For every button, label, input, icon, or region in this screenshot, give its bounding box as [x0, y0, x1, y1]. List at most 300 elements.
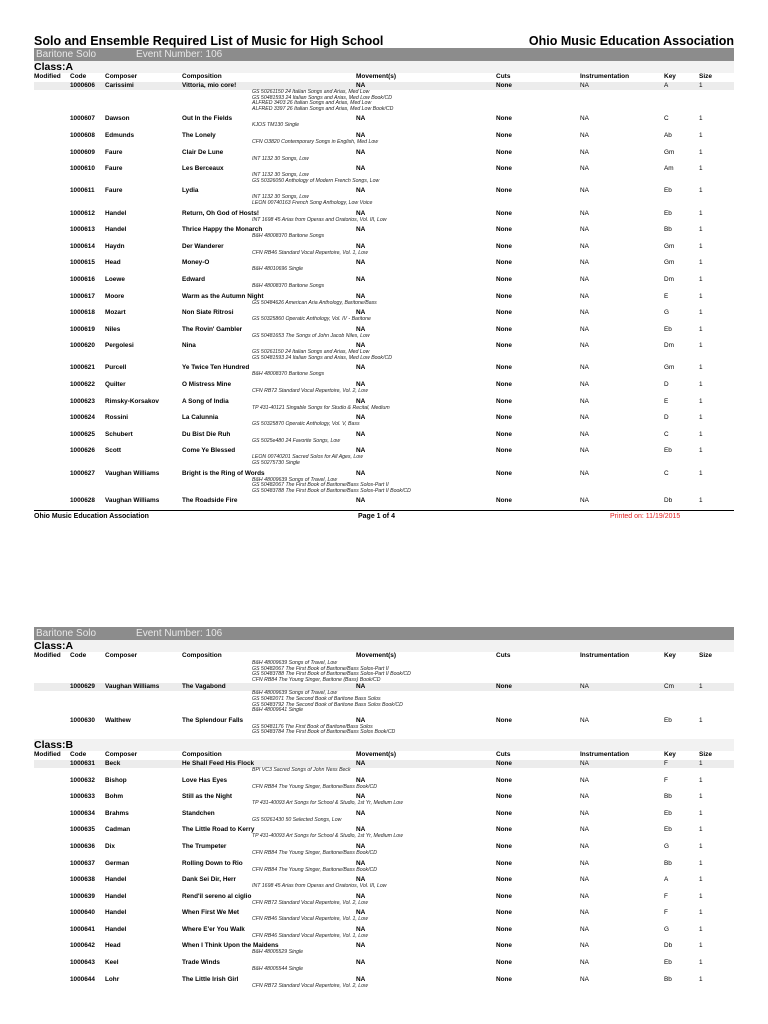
movements-cell: NA	[356, 793, 366, 801]
column-header-cuts: Cuts	[496, 750, 511, 758]
table-row[interactable]	[34, 926, 734, 934]
table-row[interactable]	[34, 149, 734, 157]
composition-cell: When I Think Upon the Maidens	[182, 942, 279, 950]
publisher-entry: CFN RB46 Standard Vocal Repertoire, Vol. 1, Low	[252, 916, 368, 923]
instrumentation-cell: NA	[580, 497, 589, 505]
movements-cell: NA	[356, 275, 366, 283]
movements-cell: NA	[356, 776, 366, 784]
instrumentation-cell: NA	[580, 165, 589, 173]
code-cell: 1000641	[70, 925, 95, 933]
code-cell: 1000627	[70, 469, 95, 477]
column-header-code: Code	[70, 73, 87, 80]
column-header-composition: Composition	[182, 750, 222, 758]
music-entry	[34, 926, 734, 943]
table-row[interactable]	[34, 259, 734, 267]
key-cell: C	[664, 115, 669, 123]
music-entry	[34, 777, 734, 794]
key-cell: A	[664, 82, 669, 89]
movements-cell: NA	[356, 842, 366, 850]
code-cell: 1000629	[70, 683, 95, 691]
composition-cell: La Calunnia	[182, 414, 219, 422]
cuts-cell: None	[496, 165, 512, 173]
movements-cell: NA	[356, 82, 366, 89]
column-header-size: Size	[699, 652, 713, 659]
code-cell: 1000619	[70, 325, 95, 333]
column-header-modified: Modified	[34, 750, 61, 758]
composer-cell: Faure	[105, 187, 123, 195]
size-cell: 1	[699, 259, 703, 267]
publisher-list	[252, 851, 734, 857]
publisher-list	[252, 917, 734, 923]
event-number: Event Number: 106	[136, 49, 223, 60]
code-cell: 1000640	[70, 909, 95, 917]
composition-cell: Still as the Night	[182, 793, 233, 801]
column-header-composition: Composition	[182, 652, 222, 659]
code-cell: 1000625	[70, 430, 95, 438]
music-list	[34, 640, 734, 992]
music-entry	[34, 276, 734, 293]
music-entry	[34, 470, 734, 498]
publisher-list	[252, 439, 734, 445]
movements-cell: NA	[356, 759, 366, 767]
music-entry	[34, 976, 734, 993]
cuts-cell: None	[496, 925, 512, 933]
composer-cell: Head	[105, 259, 121, 267]
movements-cell: NA	[356, 826, 366, 834]
key-cell: C	[664, 430, 669, 438]
table-row[interactable]	[34, 115, 734, 123]
composer-cell: Faure	[105, 165, 123, 173]
key-cell: Db	[664, 942, 673, 950]
instrumentation-cell: NA	[580, 397, 589, 405]
table-row[interactable]	[34, 860, 734, 868]
cuts-cell: None	[496, 226, 512, 234]
music-entry	[34, 760, 734, 777]
publisher-list	[252, 123, 734, 129]
music-entry	[34, 876, 734, 893]
code-cell: 1000606	[70, 82, 95, 89]
cuts-cell: None	[496, 364, 512, 372]
publisher-entry: GS 50482067 The First Book of Baritone/Bass Solos-Part II	[252, 482, 389, 489]
composition-cell: Ye Twice Ten Hundred	[182, 364, 250, 372]
composition-cell: Out In the Fields	[182, 115, 233, 123]
key-cell: Dm	[664, 275, 674, 283]
publisher-entry: INT 1698 45 Arias from Operas and Oratorios, Vol. III, Low	[252, 216, 387, 223]
composition-cell: Du Bist Die Ruh	[182, 430, 231, 438]
cuts-cell: None	[496, 292, 512, 300]
column-header-key: Key	[664, 652, 676, 659]
cuts-cell: None	[496, 892, 512, 900]
instrumentation-cell: NA	[580, 859, 589, 867]
music-entry	[34, 843, 734, 860]
publisher-entry: CFN RB84 The Young Singer, Baritone/Bass Book/CD	[252, 849, 378, 856]
movements-cell: NA	[356, 148, 366, 156]
publisher-entry: B&H 48009639 Songs of Travel, Low	[252, 476, 337, 483]
publisher-entry: CFN RB84 The Young Singer, Baritone (Bass) Book/CD	[252, 676, 381, 683]
composition-cell: Edward	[182, 275, 206, 283]
music-entry	[34, 793, 734, 810]
size-cell: 1	[699, 683, 703, 691]
entry-spacer	[34, 989, 734, 992]
table-row[interactable]	[34, 82, 734, 90]
movements-cell: NA	[356, 325, 366, 333]
code-cell: 1000635	[70, 826, 95, 834]
movements-cell: NA	[356, 859, 366, 867]
table-row[interactable]	[34, 243, 734, 251]
composition-cell: Return, Oh God of Hosts!	[182, 209, 260, 217]
publisher-list	[252, 406, 734, 412]
composer-cell: Moore	[105, 292, 125, 300]
publisher-entry: CFN RB72 Standard Vocal Repertoire, Vol. 2, Low	[252, 388, 368, 395]
music-entry	[34, 342, 734, 364]
composition-cell: Nina	[182, 342, 196, 350]
key-cell: Eb	[664, 325, 672, 333]
key-cell: Eb	[664, 716, 672, 724]
table-row[interactable]	[34, 342, 734, 350]
table-row[interactable]	[34, 165, 734, 173]
class-label: Class:B	[34, 739, 734, 751]
publisher-list	[252, 768, 734, 774]
music-entry	[34, 115, 734, 132]
composer-cell: Vaughan Williams	[105, 469, 160, 477]
instrumentation-cell: NA	[580, 309, 589, 317]
movements-cell: NA	[356, 226, 366, 234]
composer-cell: Handel	[105, 209, 127, 217]
instrumentation-cell: NA	[580, 447, 589, 455]
publisher-entry: CFN RB46 Standard Vocal Repertoire, Vol. 1, Low	[252, 932, 368, 939]
size-cell: 1	[699, 242, 703, 250]
table-row[interactable]	[34, 364, 734, 372]
composition-cell: A Song of India	[182, 397, 229, 405]
size-cell: 1	[699, 364, 703, 372]
instrumentation-cell: NA	[580, 325, 589, 333]
code-cell: 1000633	[70, 793, 95, 801]
composer-cell: Loewe	[105, 275, 125, 283]
movements-cell: NA	[356, 809, 366, 817]
column-header-modified: Modified	[34, 652, 61, 659]
publisher-entry: CFN RB84 The Young Singer, Baritone/Bass Book/CD	[252, 866, 378, 873]
table-row[interactable]	[34, 414, 734, 422]
composition-cell: The Lonely	[182, 131, 216, 139]
publisher-entry: B&H 48010696 Single	[252, 266, 304, 273]
table-row[interactable]	[34, 187, 734, 195]
code-cell: 1000613	[70, 226, 95, 234]
key-cell: G	[664, 842, 669, 850]
cuts-cell: None	[496, 793, 512, 801]
publisher-entry: B&H 48009639 Songs of Travel, Low	[252, 690, 337, 697]
instrumentation-cell: NA	[580, 430, 589, 438]
publisher-entry: CFN RB72 Standard Vocal Repertoire, Vol. 2, Low	[252, 899, 368, 906]
size-cell: 1	[699, 447, 703, 455]
key-cell: Am	[664, 165, 674, 173]
table-row[interactable]	[34, 497, 734, 505]
publisher-entry: GS 50326050 Anthology of Modern French Songs, Low	[252, 177, 380, 184]
size-cell: 1	[699, 325, 703, 333]
publisher-entry: GS 50325860 Operatic Anthology, Vol. IV - Baritone	[252, 316, 371, 323]
composer-cell: Lohr	[105, 975, 120, 983]
composer-cell: Dix	[105, 842, 115, 850]
composer-cell: Niles	[105, 325, 121, 333]
organization-name: Ohio Music Education Association	[528, 34, 734, 48]
movements-cell: NA	[356, 397, 366, 405]
table-row[interactable]	[34, 470, 734, 478]
publisher-entry: INT 1132 30 Songs, Low	[252, 194, 309, 201]
music-entry	[34, 683, 734, 716]
column-header-instrumentation: Instrumentation	[580, 73, 630, 80]
table-row[interactable]	[34, 909, 734, 917]
event-number: Event Number: 106	[136, 628, 223, 639]
key-cell: G	[664, 925, 669, 933]
movements-cell: NA	[356, 414, 366, 422]
composer-cell: Purcell	[105, 364, 127, 372]
table-row[interactable]	[34, 132, 734, 140]
table-row[interactable]	[34, 293, 734, 301]
composition-cell: Bright is the Ring of Words	[182, 469, 265, 477]
music-entry	[34, 893, 734, 910]
key-cell: Cm	[664, 683, 674, 691]
event-title: Baritone Solo	[36, 628, 97, 639]
publisher-list	[252, 389, 734, 395]
cuts-cell: None	[496, 942, 512, 950]
column-header-instrumentation: Instrumentation	[580, 750, 630, 758]
cuts-cell: None	[496, 859, 512, 867]
table-row[interactable]	[34, 777, 734, 785]
movements-cell: NA	[356, 242, 366, 250]
publisher-entry: GS 50484626 American Aria Anthology, Baritone/Bass	[252, 299, 377, 306]
key-cell: Gm	[664, 364, 675, 372]
publisher-list	[252, 350, 734, 361]
publisher-entry: GS 50483788 The First Book of Baritone/Bass Solos-Part II Book/CD	[252, 487, 411, 494]
cuts-cell: None	[496, 325, 512, 333]
cuts-cell: None	[496, 209, 512, 217]
composition-cell: O Mistress Mine	[182, 381, 232, 389]
music-entry	[34, 398, 734, 415]
composition-cell: The Little Road to Kerry	[182, 826, 255, 834]
code-cell: 1000639	[70, 892, 95, 900]
instrumentation-cell: NA	[580, 942, 589, 950]
table-row[interactable]	[34, 326, 734, 334]
code-cell: 1000628	[70, 497, 95, 505]
publisher-entry: GS 50261430 50 Selected Songs, Low	[252, 816, 342, 823]
key-cell: F	[664, 759, 668, 767]
publisher-list	[252, 301, 734, 307]
size-cell: 1	[699, 82, 703, 89]
entry-spacer	[34, 736, 734, 739]
publisher-list	[252, 868, 734, 874]
table-row[interactable]	[34, 976, 734, 984]
music-entry	[34, 243, 734, 260]
cuts-cell: None	[496, 909, 512, 917]
music-entry	[34, 187, 734, 209]
cuts-cell: None	[496, 381, 512, 389]
size-cell: 1	[699, 342, 703, 350]
composer-cell: Rossini	[105, 414, 129, 422]
publisher-entry: GS 50325870 Operatic Anthology, Vol. V, Bass	[252, 421, 360, 428]
table-row[interactable]	[34, 942, 734, 950]
cuts-cell: None	[496, 430, 512, 438]
table-row[interactable]	[34, 959, 734, 967]
key-cell: Eb	[664, 209, 672, 217]
movements-cell: NA	[356, 187, 366, 195]
key-cell: F	[664, 909, 668, 917]
composition-cell: Les Berceaux	[182, 165, 224, 173]
table-row[interactable]	[34, 276, 734, 284]
movements-cell: NA	[356, 342, 366, 350]
column-header-movements: Movement(s)	[356, 652, 397, 659]
publisher-entry: GS 50483784 The First Book of Baritone/Bass Solos Book/CD	[252, 729, 396, 736]
instrumentation-cell: NA	[580, 414, 589, 422]
size-cell: 1	[699, 716, 703, 724]
music-entry	[34, 165, 734, 187]
size-cell: 1	[699, 975, 703, 983]
instrumentation-cell: NA	[580, 716, 589, 724]
code-cell: 1000642	[70, 942, 95, 950]
key-cell: Bb	[664, 859, 672, 867]
key-cell: Db	[664, 497, 673, 505]
table-row[interactable]	[34, 843, 734, 851]
music-entry	[34, 364, 734, 381]
publisher-entry: GS 5025e480 24 Favorite Songs, Low	[252, 437, 340, 444]
publisher-list	[252, 140, 734, 146]
composer-cell: Handel	[105, 909, 127, 917]
code-cell: 1000614	[70, 242, 95, 250]
instrumentation-cell: NA	[580, 381, 589, 389]
cuts-cell: None	[496, 397, 512, 405]
code-cell: 1000634	[70, 809, 95, 817]
column-header-composer: Composer	[105, 652, 138, 659]
instrumentation-cell: NA	[580, 876, 589, 884]
table-row[interactable]	[34, 760, 734, 768]
size-cell: 1	[699, 292, 703, 300]
size-cell: 1	[699, 793, 703, 801]
publisher-list	[252, 334, 734, 340]
code-cell: 1000643	[70, 959, 95, 967]
size-cell: 1	[699, 925, 703, 933]
composition-cell: The Roadside Fire	[182, 497, 238, 505]
composition-cell: Clair De Lune	[182, 148, 224, 156]
publisher-entry: B&H 48008370 Baritone Songs	[252, 371, 325, 378]
cuts-cell: None	[496, 275, 512, 283]
publisher-list	[252, 157, 734, 163]
table-row[interactable]	[34, 226, 734, 234]
composer-cell: Quilter	[105, 381, 126, 389]
publisher-list	[252, 818, 734, 824]
instrumentation-cell: NA	[580, 975, 589, 983]
size-cell: 1	[699, 309, 703, 317]
publisher-entry: GS 50481176 The First Book of Baritone/Bass Solos	[252, 723, 373, 730]
composition-cell: Der Wanderer	[182, 242, 224, 250]
table-row[interactable]	[34, 893, 734, 901]
column-header-size: Size	[699, 73, 713, 80]
music-entry	[34, 149, 734, 166]
key-cell: Bb	[664, 226, 672, 234]
instrumentation-cell: NA	[580, 131, 589, 139]
page-2	[34, 627, 734, 992]
music-entry	[34, 226, 734, 243]
music-entry	[34, 942, 734, 959]
instrumentation-cell: NA	[580, 892, 589, 900]
key-cell: Bb	[664, 793, 672, 801]
publisher-entry: GS 50481593 24 Italian Songs and Arias, Med Low Book/CD	[252, 354, 392, 361]
composition-cell: Non Siate Ritrosi	[182, 309, 234, 317]
composer-cell: Vaughan Williams	[105, 683, 160, 691]
event-bar	[34, 48, 734, 61]
size-cell: 1	[699, 876, 703, 884]
table-row[interactable]	[34, 683, 734, 691]
column-header-cuts: Cuts	[496, 652, 511, 659]
publisher-entry: TP 431-40093 Art Songs for School & Studio, 1st Yr, Medium Low	[252, 833, 403, 840]
instrumentation-cell: NA	[580, 342, 589, 350]
key-cell: Bb	[664, 975, 672, 983]
composition-cell: Trade Winds	[182, 959, 220, 967]
column-headers	[34, 73, 734, 82]
key-cell: Gm	[664, 242, 675, 250]
column-header-movements: Movement(s)	[356, 73, 397, 80]
instrumentation-cell: NA	[580, 776, 589, 784]
composer-cell: Bishop	[105, 776, 127, 784]
composer-cell: Carissimi	[105, 82, 134, 89]
size-cell: 1	[699, 115, 703, 123]
instrumentation-cell: NA	[580, 148, 589, 156]
music-entry	[34, 381, 734, 398]
key-cell: C	[664, 469, 669, 477]
key-cell: D	[664, 381, 669, 389]
composition-cell: Rolling Down to Rio	[182, 859, 243, 867]
music-entry	[34, 326, 734, 343]
composer-cell: Handel	[105, 226, 127, 234]
publisher-list	[252, 372, 734, 378]
cuts-cell: None	[496, 447, 512, 455]
key-cell: Gm	[664, 148, 675, 156]
music-entry	[34, 210, 734, 227]
table-row[interactable]	[34, 447, 734, 455]
movements-cell: NA	[356, 447, 366, 455]
instrumentation-cell: NA	[580, 793, 589, 801]
composer-cell: Pergolesi	[105, 342, 134, 350]
table-row[interactable]	[34, 810, 734, 818]
publisher-entry: B&H 48008370 Baritone Songs	[252, 282, 325, 289]
cuts-cell: None	[496, 131, 512, 139]
key-cell: G	[664, 309, 669, 317]
instrumentation-cell: NA	[580, 759, 589, 767]
column-header-composer: Composer	[105, 73, 138, 80]
publisher-entry: GS 50275730 Single	[252, 460, 300, 467]
publisher-entry: TP 431-40121 Singable Songs for Studio & Recital, Medium	[252, 404, 390, 411]
instrumentation-cell: NA	[580, 115, 589, 123]
instrumentation-cell: NA	[580, 187, 589, 195]
composer-cell: Walthew	[105, 716, 131, 724]
table-row[interactable]	[34, 309, 734, 317]
size-cell: 1	[699, 469, 703, 477]
instrumentation-cell: NA	[580, 292, 589, 300]
key-cell: E	[664, 397, 669, 405]
publisher-entry: CFN RB84 The Young Singer, Baritone/Bass Book/CD	[252, 783, 378, 790]
cuts-cell: None	[496, 776, 512, 784]
table-row[interactable]	[34, 431, 734, 439]
key-cell: Eb	[664, 187, 672, 195]
composition-cell: The Trumpeter	[182, 842, 227, 850]
composition-cell: Rend'il sereno al ciglio	[182, 892, 252, 900]
table-row[interactable]	[34, 381, 734, 389]
size-cell: 1	[699, 187, 703, 195]
cuts-cell: None	[496, 342, 512, 350]
code-cell: 1000612	[70, 209, 95, 217]
table-row[interactable]	[34, 717, 734, 725]
key-cell: F	[664, 892, 668, 900]
movements-cell: NA	[356, 430, 366, 438]
code-cell: 1000611	[70, 187, 95, 195]
publisher-entry: GS 50261150 24 Italian Songs and Arias, Med Low	[252, 89, 370, 95]
